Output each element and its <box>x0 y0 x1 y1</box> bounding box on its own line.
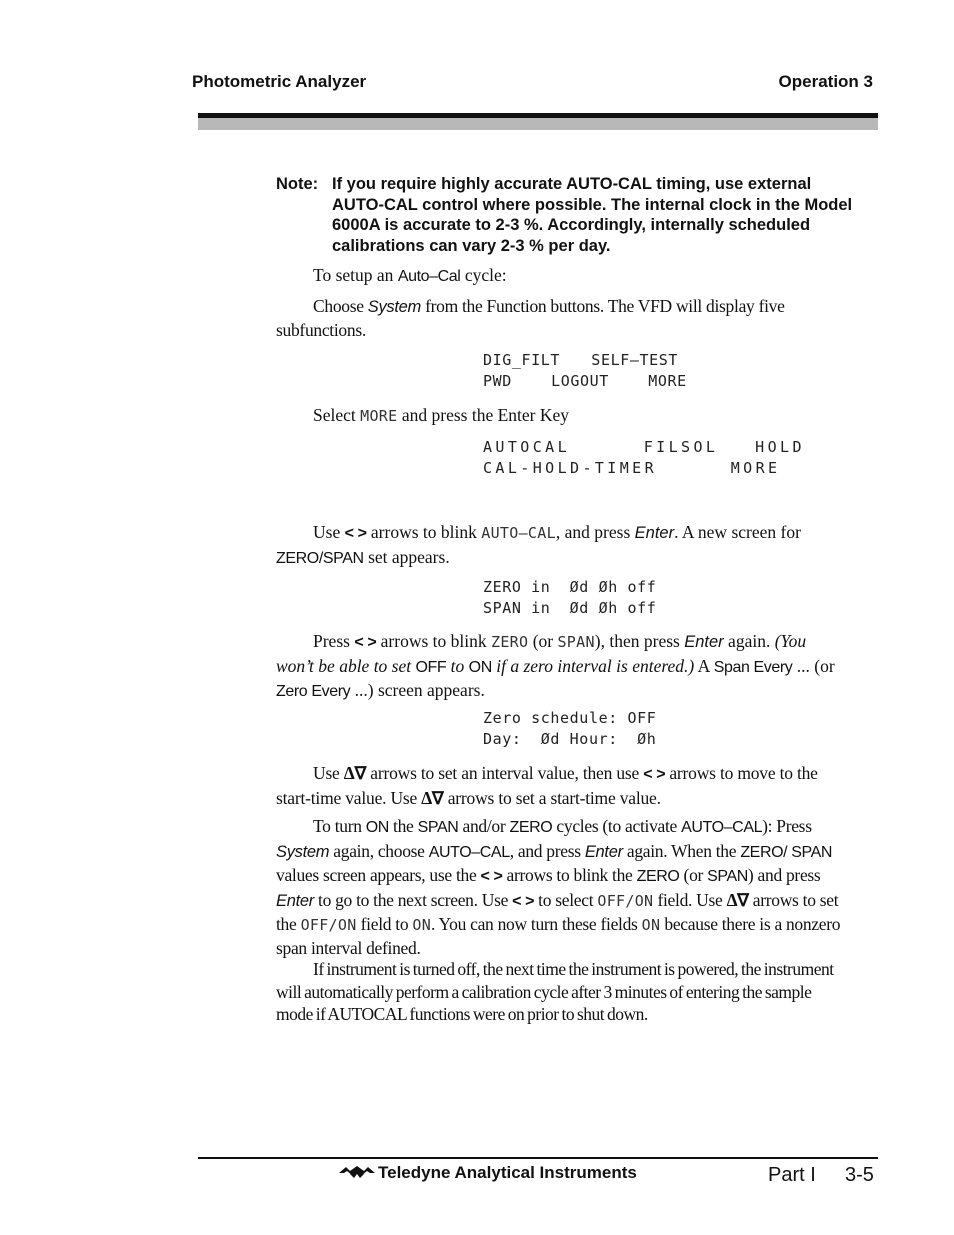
footer-part-label: Part I <box>768 1164 816 1186</box>
paragraph-choose-system: Choose System from the Function buttons. The VFD will display five subfunctions. <box>276 296 785 340</box>
footer-rule <box>198 1157 878 1159</box>
running-header-title: Photometric Analyzer <box>192 72 367 91</box>
header-rule-shadow <box>198 118 878 130</box>
note-text: If you require highly accurate AUTO-CAL timing, use external AUTO-CAL control where possible. The internal clock in the Model 6000A is accurate to 2-3 %. Accordingly, internally scheduled calibrations can vary 2-3 % per day. <box>332 175 853 255</box>
paragraph-turn-on-cycles: To turn ON the SPAN and/or ZERO cycles (to activate AUTO–CAL): Press System again, choose AUTO–CAL, and press Enter again. When the ZERO/ SPAN values screen appears, use the < > arrows to blink the ZERO (or SPAN) and press Enter to go to the next screen. Use < > to select OFF/ON field. Use Δ∇ arrows to set the OFF/ON field to ON. You can now turn these fields ON because there is a nonzero span interval defined. <box>276 816 841 958</box>
footer-company-name: Teledyne Analytical Instruments <box>378 1163 637 1182</box>
paragraph-interval-value: Use Δ∇ arrows to set an interval value, then use < > arrows to move to the start-time value. Use Δ∇ arrows to set a start-time value. <box>276 763 818 808</box>
vfd-screen-subfunctions: DIG_FILT SELF—TEST PWD LOGOUT MORE <box>483 351 687 390</box>
paragraph-power-on-calibration: If instrument is turned off, the next time the instrument is powered, the instrument will automatically perform a calibration cycle after 3 minutes of entering the sample mode if AUTOCAL functions were on prior to shut down. <box>276 959 834 1024</box>
vfd-screen-zero-schedule: Zero schedule: OFF Day: Ød Hour: Øh <box>483 709 657 748</box>
teledyne-logo-icon <box>338 1164 376 1180</box>
paragraph-select-more: Select MORE and press the Enter Key <box>313 405 570 425</box>
vfd-screen-zero-span: ZERO in Ød Øh off SPAN in Ød Øh off <box>483 578 657 617</box>
paragraph-blink-autocal: Use < > arrows to blink AUTO—CAL, and press Enter. A new screen for ZERO/SPAN set appears. <box>276 522 801 567</box>
note-label: Note: <box>276 175 319 193</box>
paragraph-blink-zero-span: Press < > arrows to blink ZERO (or SPAN), then press Enter again. (You won’t be able to set OFF to ON if a zero interval is entered.) A Span Every ... (or Zero Every ...) screen appears. <box>276 631 835 700</box>
vfd-screen-autocal-menu: AUTOCAL FILSOL HOLD CAL-HOLD-TIMER MORE <box>483 438 805 477</box>
running-header-section: Operation 3 <box>778 72 873 91</box>
note-block <box>276 174 856 256</box>
paragraph-setup: To setup an Auto–Cal cycle: <box>313 265 507 285</box>
footer-page-number: 3-5 <box>845 1164 874 1186</box>
